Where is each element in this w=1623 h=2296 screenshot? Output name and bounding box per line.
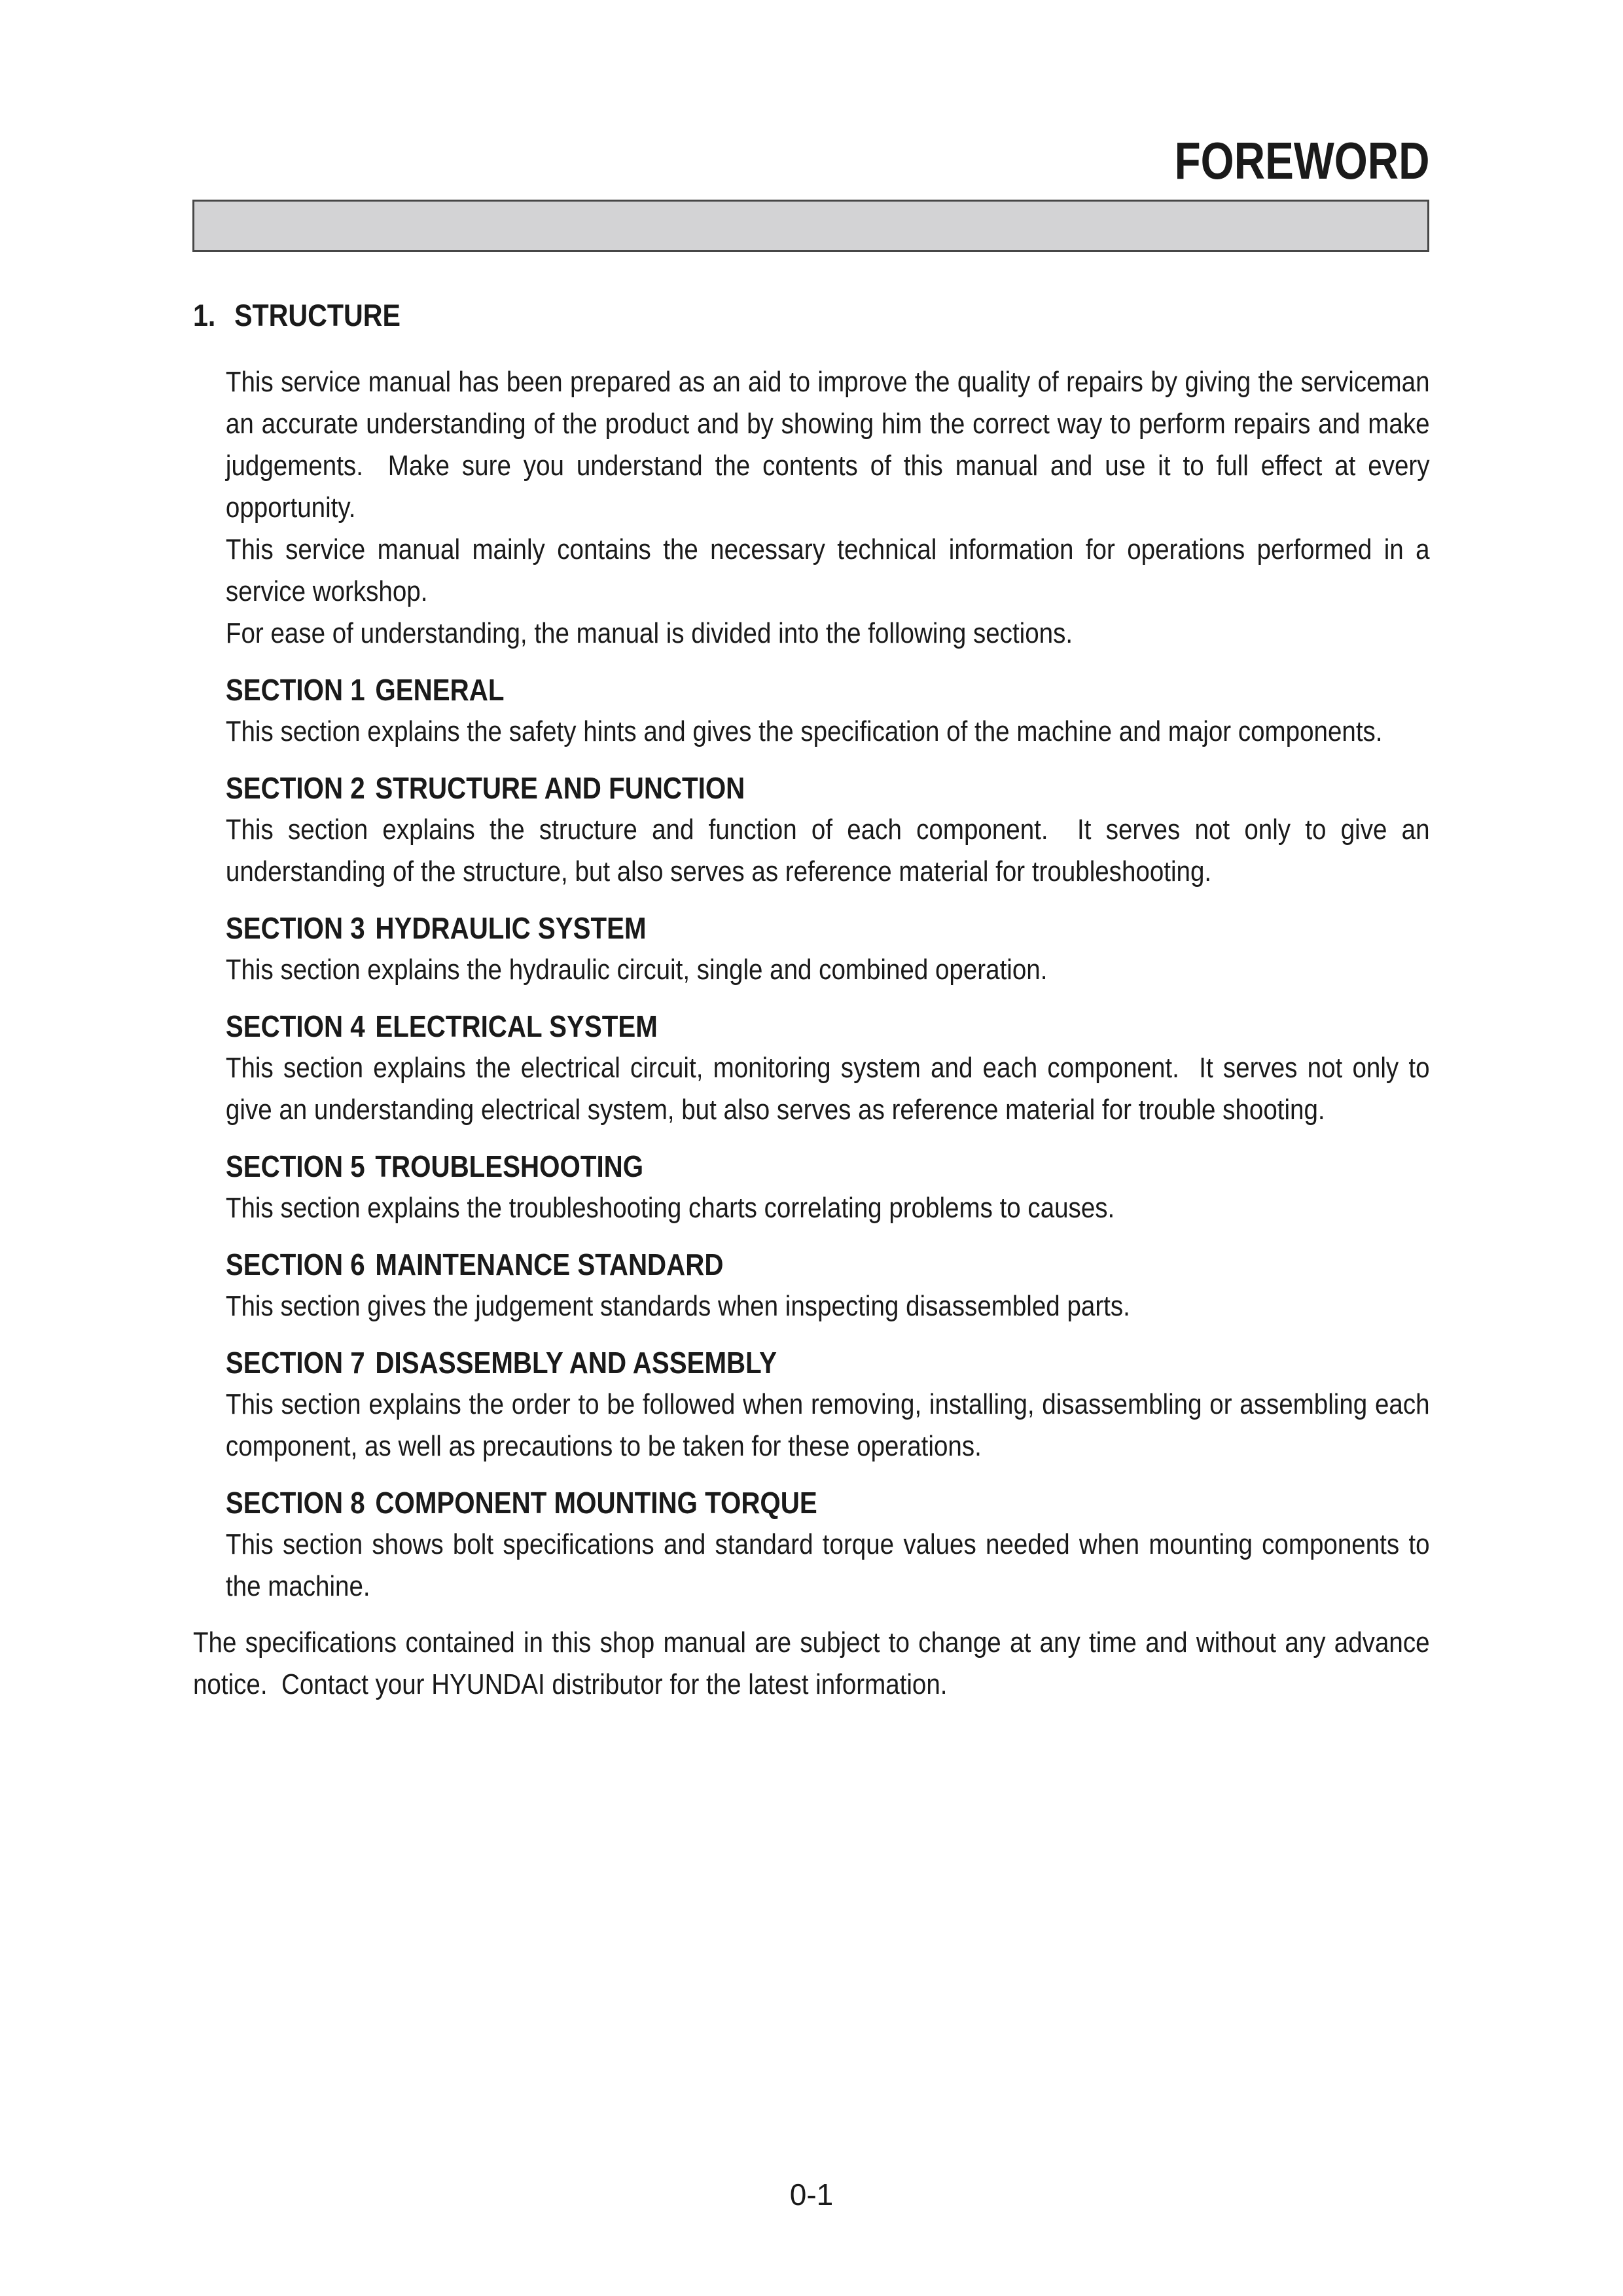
section-block	[226, 1482, 1430, 1607]
section-label: SECTION 3	[225, 911, 365, 945]
intro-paragraphs	[226, 361, 1430, 655]
section-name: ELECTRICAL SYSTEM	[375, 1009, 658, 1043]
section-body: This section explains the troubleshooting charts correlating problems to causes.	[225, 1192, 1115, 1224]
title-bar	[192, 200, 1429, 252]
section-heading	[226, 1005, 1430, 1047]
section-body: This section explains the safety hints and gives the specification of the machine and major components.	[225, 715, 1383, 747]
section-name: MAINTENANCE STANDARD	[375, 1247, 724, 1282]
section-body: This section explains the structure and function of each component. It serves not only to give an understanding of the structure, but also serves as reference material for troubleshooting.	[225, 814, 1430, 888]
section-block	[226, 1145, 1430, 1229]
structure-heading	[193, 295, 1430, 336]
section-label: SECTION 6	[225, 1247, 365, 1282]
section-heading	[226, 1244, 1430, 1285]
section-heading	[226, 1482, 1430, 1524]
section-label: SECTION 8	[225, 1486, 365, 1520]
section-heading	[226, 1145, 1430, 1187]
section-label: SECTION 7	[225, 1346, 365, 1380]
page-content	[193, 295, 1430, 1706]
page-number: 0-1	[789, 2178, 834, 2212]
section-heading	[226, 1342, 1430, 1384]
section-body: This section explains the hydraulic circuit, single and combined operation.	[225, 954, 1048, 986]
closing-paragraph: The specifications contained in this shop manual are subject to change at any time and without any advance notice. Contact your HYUNDAI distributor for the latest information.	[193, 1626, 1430, 1700]
section-heading	[226, 669, 1430, 711]
section-label: SECTION 4	[225, 1009, 365, 1043]
section-body: This section gives the judgement standards when inspecting disassembled parts.	[225, 1290, 1130, 1322]
section-block	[226, 1005, 1430, 1131]
section-name: STRUCTURE AND FUNCTION	[375, 771, 745, 805]
section-block	[226, 1342, 1430, 1467]
section-block	[226, 767, 1430, 893]
section-name: TROUBLESHOOTING	[375, 1149, 644, 1183]
section-block	[226, 907, 1430, 991]
section-body: This section explains the order to be followed when removing, installing, disassembling or assembling each component, as well as precautions to be taken for these operations.	[225, 1388, 1430, 1462]
structure-heading-text: STRUCTURE	[234, 298, 401, 332]
section-heading	[226, 907, 1430, 949]
section-name: GENERAL	[375, 673, 505, 707]
structure-heading-number: 1.	[193, 298, 216, 332]
section-name: COMPONENT MOUNTING TORQUE	[375, 1486, 817, 1520]
intro-paragraph: For ease of understanding, the manual is divided into the following sections.	[225, 617, 1073, 649]
intro-paragraph: This service manual mainly contains the necessary technical information for operations performed in a service workshop.	[225, 533, 1430, 607]
section-name: HYDRAULIC SYSTEM	[375, 911, 647, 945]
intro-paragraph: This service manual has been prepared as an aid to improve the quality of repairs by giving the serviceman an accurate understanding of the product and by showing him the correct way to perform repairs and make judgements. Make sure you understand the contents of this manual and use it to full effect at every opportunity.	[225, 366, 1430, 524]
section-block	[226, 1244, 1430, 1327]
section-body: This section shows bolt specifications and standard torque values needed when mounting components to the machine.	[225, 1528, 1430, 1602]
section-label: SECTION 2	[225, 771, 365, 805]
section-label: SECTION 1	[225, 673, 365, 707]
section-body: This section explains the electrical circuit, monitoring system and each component. It serves not only to give an understanding electrical system, but also serves as reference material for trouble shooting.	[225, 1052, 1430, 1126]
page-title: FOREWORD	[1175, 132, 1430, 190]
section-label: SECTION 5	[225, 1149, 365, 1183]
section-heading	[226, 767, 1430, 809]
section-block	[226, 669, 1430, 753]
section-name: DISASSEMBLY AND ASSEMBLY	[375, 1346, 777, 1380]
